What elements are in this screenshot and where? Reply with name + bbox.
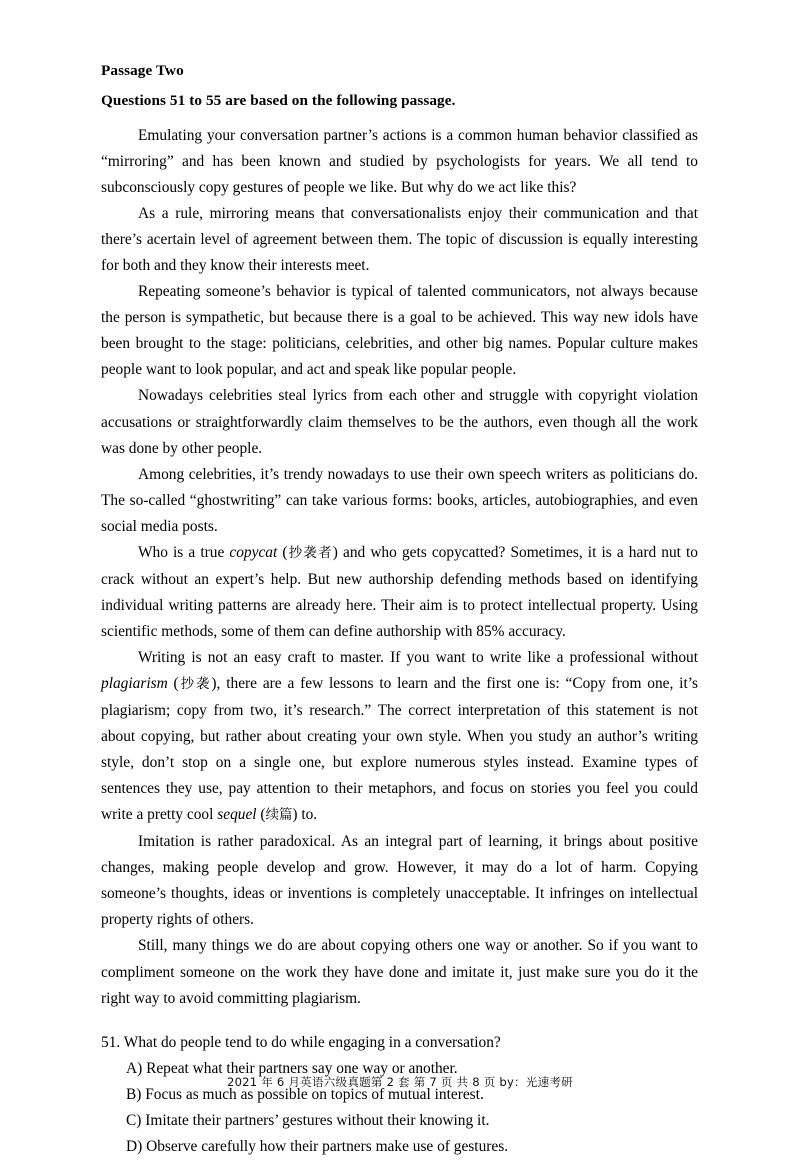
italic-term: sequel [217, 806, 257, 824]
page-footer: 2021 年 6 月英语六级真题第 2 套 第 7 页 共 8 页 by：光速考研 [227, 1075, 573, 1089]
passage-paragraph [101, 829, 698, 933]
text-run: Emulating your conversation partner’s actions is a common human behavior classified as “mirroring” and has been known and studied by psychologists for years. We all tend to subconsciously copy gestures of people we like. But why do we act like this? [101, 127, 698, 197]
text-run: ) to. [292, 806, 318, 824]
questions-block [101, 1030, 698, 1160]
answer-option[interactable]: A) Repeat what their partners say one way or another. [126, 1059, 458, 1077]
text-run: Repeating someone’s behavior is typical of talented communicators, not always because the person is sympathetic, but because there is a goal to be achieved. This way new idols have been brought to the stage: politicians, celebrities, and other big names. Popular culture makes people want to look popular, and act and speak like popular people. [101, 283, 698, 379]
italic-term: copycat [229, 543, 278, 561]
passage-paragraph [101, 540, 698, 645]
passage-paragraph [101, 383, 698, 461]
document-page [101, 0, 699, 1155]
text-run: Still, many things we do are about copying others one way or another. So if you want to compliment someone on the work they have done and imitate it, just make sure you do it the right way to avoid committing plagiarism. [101, 937, 698, 1007]
text-run: ( [277, 543, 288, 561]
passage-paragraph [101, 201, 698, 279]
passage-body [101, 123, 698, 1012]
chinese-gloss: 抄袭者 [287, 545, 333, 561]
text-run: ( [167, 674, 179, 692]
text-run: Nowadays celebrities steal lyrics from each other and struggle with copyright violation accusations or straightforwardly claim themselves to be the authors, even though all the work was done by other people. [101, 387, 698, 457]
passage-paragraph [101, 279, 698, 383]
answer-option[interactable]: D) Observe carefully how their partners make use of gestures. [126, 1137, 509, 1155]
text-run: Imitation is rather paradoxical. As an integral part of learning, it brings about positive changes, making people develop and grow. However, it may do a lot of harm. Copying someone’s thoughts, ideas or inventions is completely unacceptable. It infringes on intellectual property rights of others. [101, 833, 698, 929]
italic-term: plagiarism [101, 674, 168, 692]
text-run: Who is a true [138, 543, 230, 561]
question-text: 51. What do people tend to do while engaging in a conversation? [101, 1033, 501, 1051]
text-run: Writing is not an easy craft to master. If you want to write like a professional without [138, 648, 698, 666]
chinese-gloss: 续篇 [265, 808, 293, 824]
text-run: As a rule, mirroring means that conversationalists enjoy their communication and that there’s acertain level of agreement between them. The topic of discussion is equally interesting for both and they know their interests meet. [101, 205, 698, 275]
chinese-gloss: 抄袭 [178, 676, 212, 692]
passage-paragraph [101, 462, 698, 540]
text-run: ) and who gets copycatted? Sometimes, it is a hard nut to crack without an expert’s help. But new authorship defending methods based on identifying individual writing patterns are already here. Their aim is to protect intellectual property. Using scientific methods, some of them can define authorship with 85% accuracy. [101, 543, 699, 640]
questions-range-heading: Questions 51 to 55 are based on the following passage. [101, 92, 456, 109]
passage-paragraph [101, 123, 698, 201]
passage-title: Passage Two [101, 62, 184, 79]
answer-option[interactable]: C) Imitate their partners’ gestures without their knowing it. [126, 1111, 490, 1129]
answer-option[interactable]: B) Focus as much as possible on topics of mutual interest. [126, 1085, 484, 1103]
passage-paragraph [101, 933, 698, 1011]
text-run: ), there are a few lessons to learn and the first one is: “Copy from one, it’s plagiarism; copy from two, it’s research.” The correct interpretation of this statement is not about copying, but rather about creating your own style. When you study an author’s writing style, don’t stop on a single one, but explore numerous styles instead. Examine types of sentences they use, pay attention to their metaphors, and focus on stories you feel you could write a pretty cool [101, 674, 698, 824]
text-run: ( [256, 806, 266, 824]
text-run: Among celebrities, it’s trendy nowadays to use their own speech writers as politicians do. The so-called “ghostwriting” can take various forms: books, articles, autobiographies, and even social media posts. [101, 465, 698, 535]
passage-paragraph [101, 645, 698, 829]
